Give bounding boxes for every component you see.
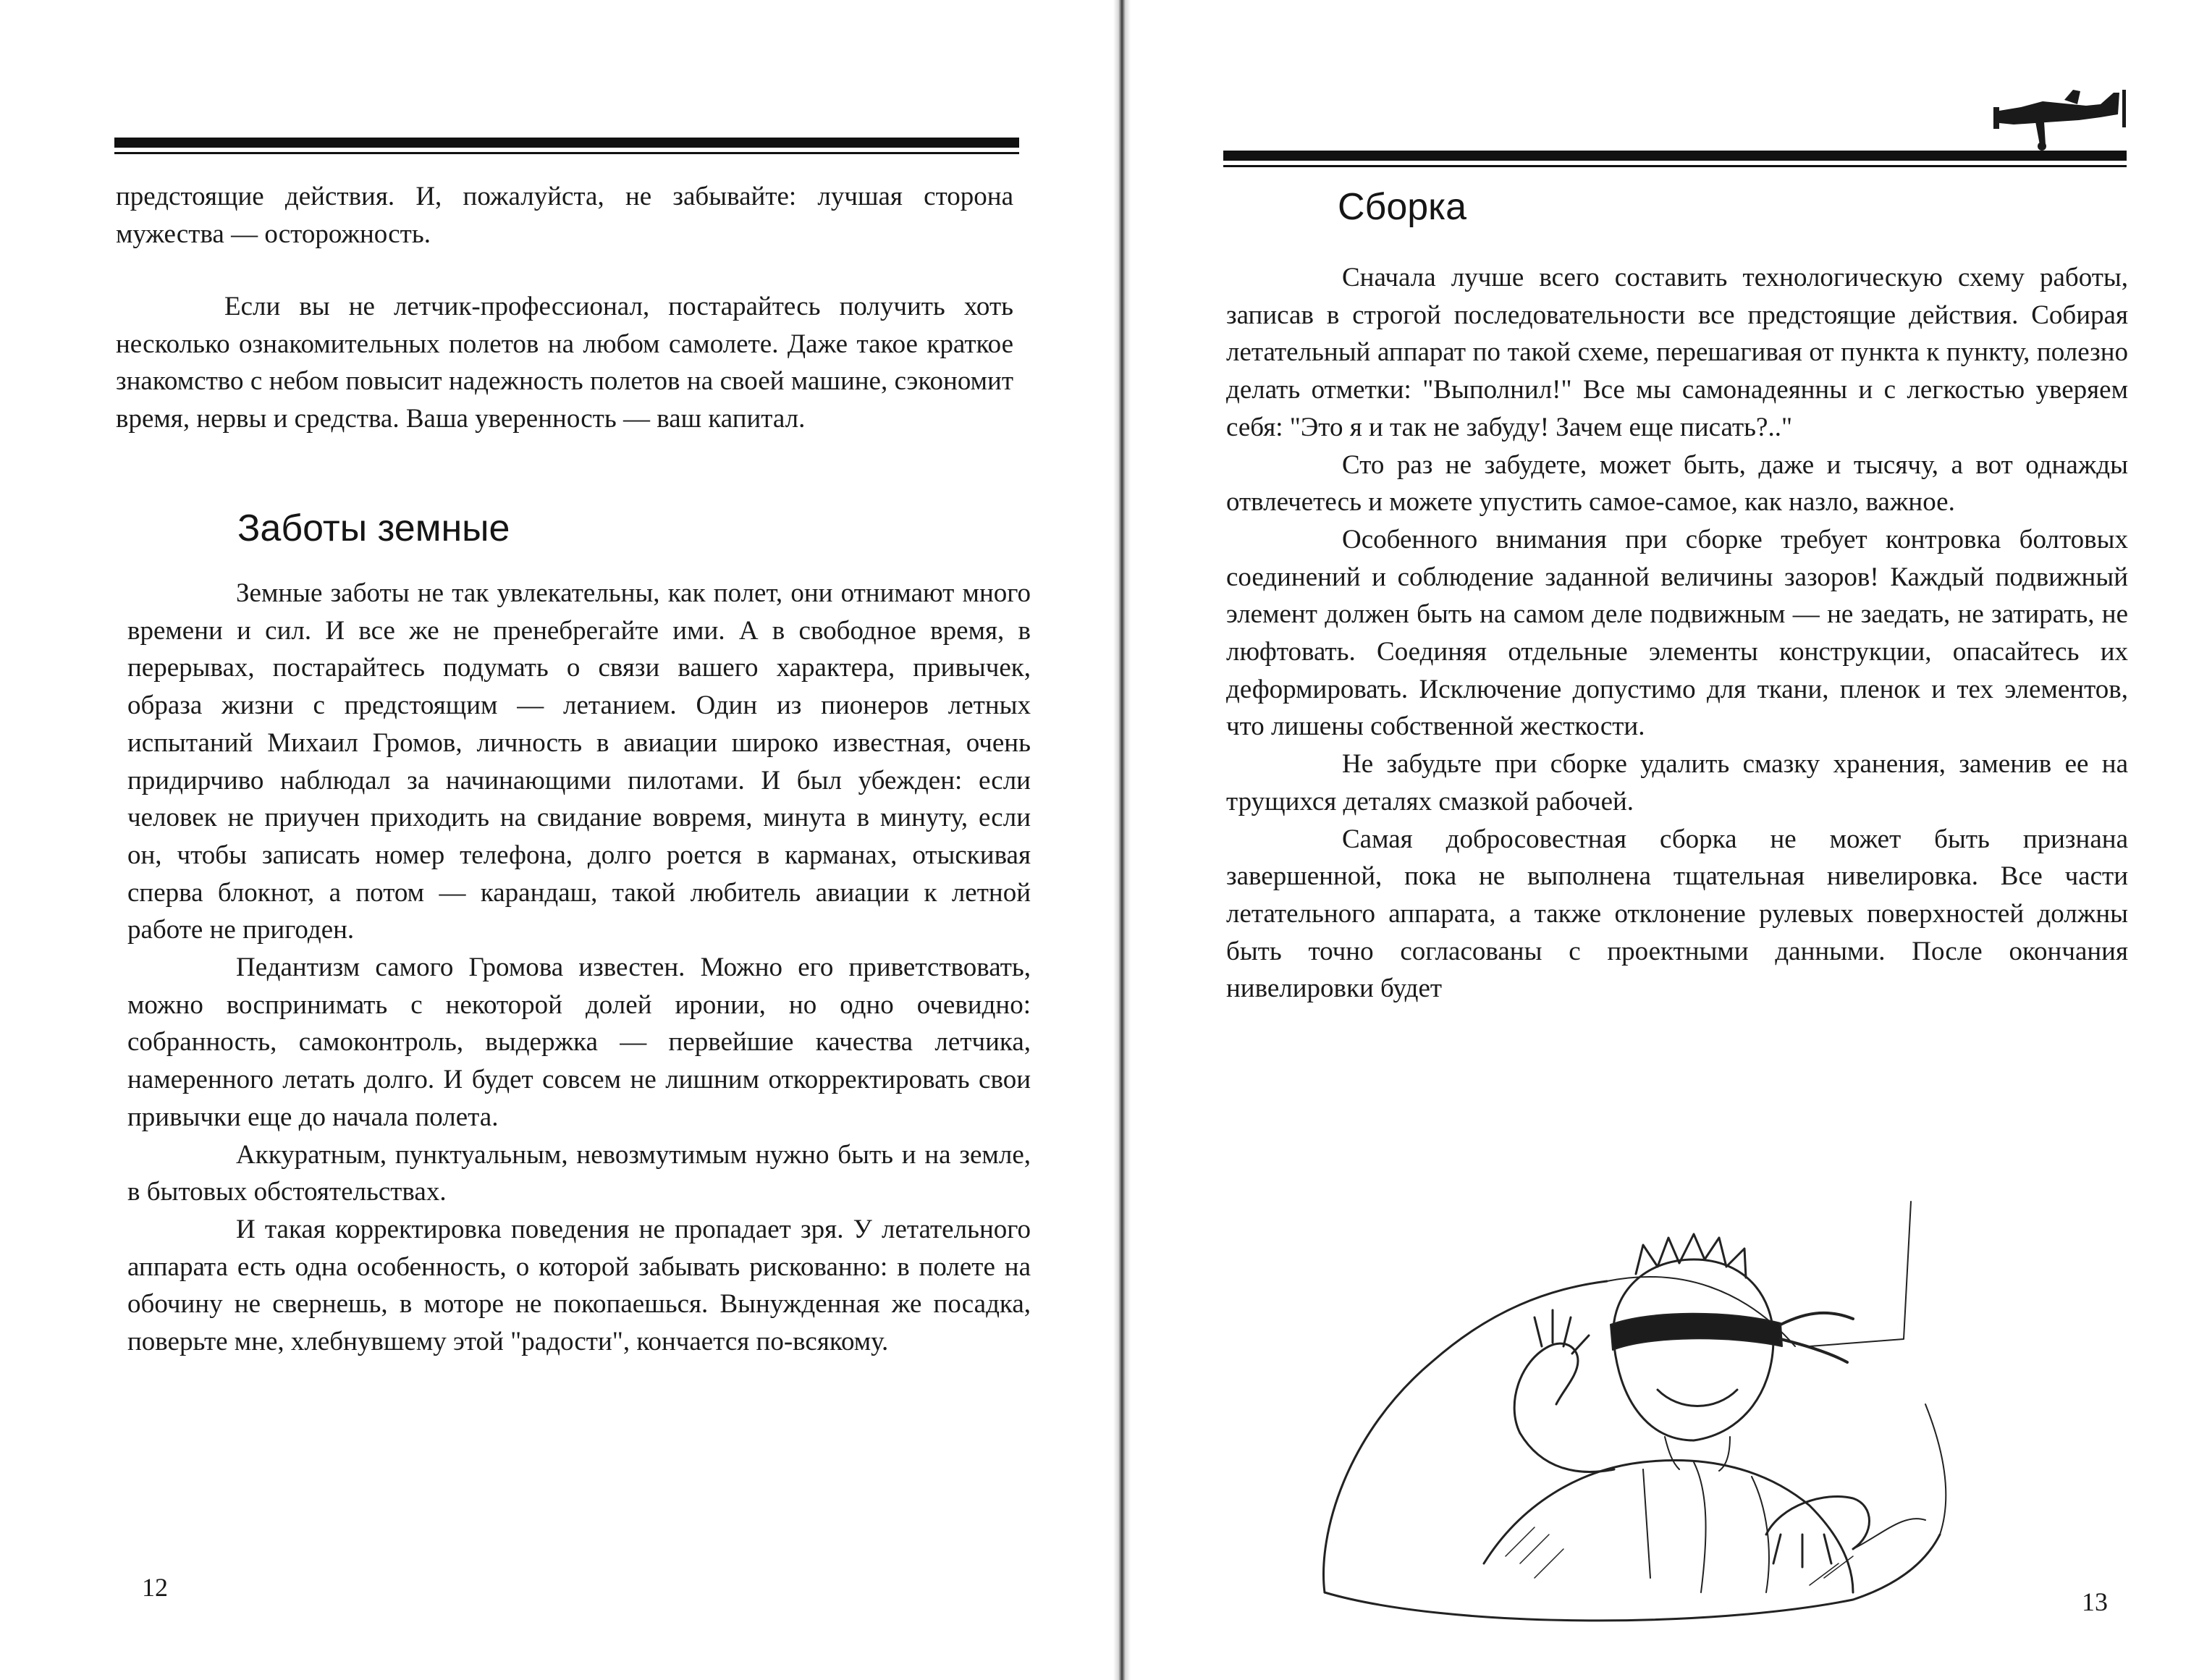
book-spine (1113, 0, 1131, 1680)
page-number-right: 13 (2082, 1587, 2108, 1616)
left-body-text (127, 575, 1031, 1361)
paragraph-accuracy: Аккуратным, пунктуальным, невозмутимым нужно быть и на земле, в бытовых обстоятельствах. (127, 1139, 1031, 1207)
airplane-silhouette-icon (1992, 85, 2130, 152)
page-number-left: 12 (142, 1573, 168, 1602)
right-header-rule (1223, 151, 2127, 167)
left-pilot-text (116, 288, 1013, 438)
paragraph-hundred-times: Сто раз не забудете, может быть, даже и тысячу, а вот однажды отвлечетесь и можете упустить самое-самое, как назло, важное. (1226, 449, 2128, 518)
section-heading-assembly: Сборка (1338, 186, 1466, 228)
paragraph-assembly-scheme: Сначала лучше всего составить технологическую схему работы, записав в строгой последовательности все предстоящие действия. Собирая летательный аппарат по такой схеме, перешагивая от пункта к пункту, полезно делать отметки: "Выполнил!" Все мы самонадеянны и с легкостью уверяем себя: "Это я и так не забуду! Зачем еще писать?.." (1226, 263, 2128, 442)
section-heading-ground-cares: Заботы земные (237, 507, 510, 549)
left-intro-text (116, 178, 1013, 253)
left-header-rule (114, 138, 1019, 154)
paragraph-correction: И такая корректировка поведения не пропадает зря. У летательного аппарата есть одна особенность, о которой забывать рискованно: в полете на обочину не свернешь, в моторе не покопаешься. Вынужденная же посадка, поверьте мне, хлебнувшему этой "радости", кончается по-всякому. (127, 1214, 1031, 1357)
intro-paragraph: предстоящие действия. И, пожалуйста, не забывайте: лучшая сторона мужества — осторожность. (116, 182, 1013, 249)
paragraph-pedantry: Педантизм самого Громова известен. Можно его приветствовать, можно воспринимать с некоторой долей иронии, но одно очевидно: собранность, самоконтроль, выдержка — первейшие качества летчика, намеренного летать долго. И будет совсем не лишним откорректировать свои привычки еще до начала полета. (127, 953, 1031, 1132)
paragraph-ground-cares: Земные заботы не так увлекательны, как полет, они отнимают много времени и сил. И все же не пренебрегайте ими. А в свободное время, в перерывах, постарайтесь подумать о связи вашего характера, привычек, образа жизни с предстоящим — летанием. Один из пионеров летных испытаний Михаил Громов, личность в авиации широко известная, очень придирчиво наблюдал за начинающими пилотами. И был убежден: если человек не приучен приходить на свидание вовремя, минута в минуту, если он, чтобы записать номер телефона, долго роется в карманах, отыскивая сперва блокнот, а потом — карандаш, такой любитель авиации к летной работе не пригоден. (127, 578, 1031, 945)
pilot-paragraph: Если вы не летчик-профессионал, постарайтесь получить хоть несколько ознакомительных полетов на любом самолете. Даже такое краткое знакомство с небом повысит надежность полетов на своей машине, сэкономит время, нервы и средства. Ваша уверенность — ваш капитал. (116, 292, 1013, 434)
right-body-text (1226, 259, 2128, 1008)
blindfolded-pilot-illustration (1303, 1129, 2063, 1629)
paragraph-grease: Не забудьте при сборке удалить смазку хранения, заменив ее на трущихся деталях смазкой рабочей. (1226, 749, 2128, 816)
paragraph-leveling: Самая добросовестная сборка не может быть признана завершенной, пока не выполнена тщательная нивелировка. Все части летательного аппарата, а также отклонение рулевых поверхностей должны быть точно согласованы с проектными данными. После окончания нивелировки будет (1226, 824, 2128, 1004)
paragraph-bolt-locking: Особенного внимания при сборке требует контровка болтовых соединений и соблюдение заданной величины зазоров! Каждый подвижный элемент должен быть на самом деле подвижным — не заедать, не затирать, не люфтовать. Соединяя отдельные элементы конструкции, опасайтесь их деформировать. Исключение допустимо для ткани, пленок и тех элементов, что лишены собственной жесткости. (1226, 524, 2128, 742)
